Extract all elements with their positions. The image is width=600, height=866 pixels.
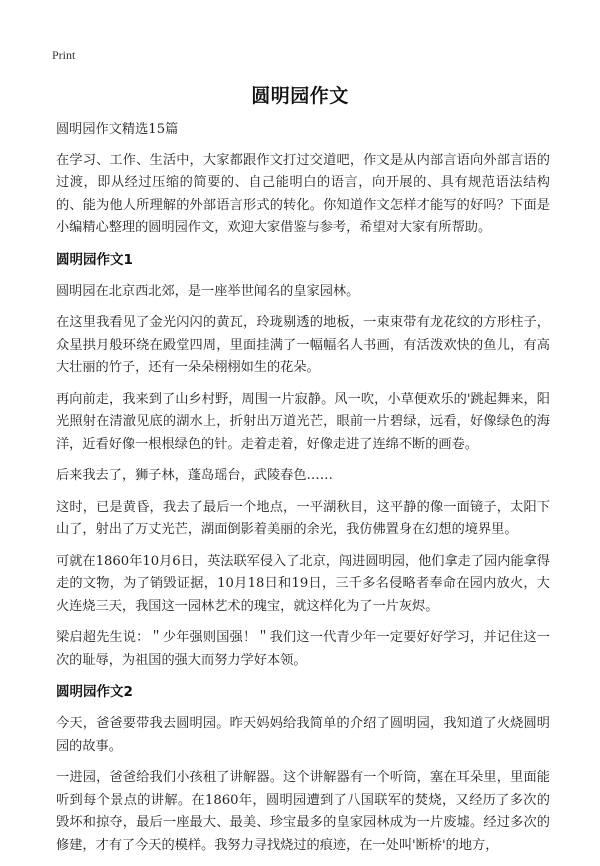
paragraph: 再向前走，我来到了山乡村野，周围一片寂静。风一吹，小草便欢乐的'跳起舞来，阳光照射在清澈见底的湖水上，折射出万道光芒，眼前一片碧绿，远看，好像绿色的海洋，近看好像一根根绿色的针。走着走着，好像走进了连绵不断的画卷。 (56, 391, 550, 452)
page-title: 圆明园作文 (251, 85, 349, 107)
intro-paragraph: 在学习、工作、生活中，大家都跟作文打过交道吧，作文是从内部言语向外部言语的过渡，即从经过压缩的简要的、自己能明白的语言，向开展的、具有规范语法结构的、能为他人所理解的外部语言形式的转化。你知道作文怎样才能写的好吗？下面是小编精心整理的圆明园作文，欢迎大家借鉴与参考，希望对大家有所帮助。 (56, 152, 550, 235)
article-body (56, 119, 550, 866)
section-heading-1: 圆明园作文1 (56, 251, 133, 268)
paragraph: 梁启超先生说：＂少年强则国强！＂我们这一代青少年一定要好好学习，并记住这一次的耻辱，为祖国的强大而努力学好本领。 (56, 630, 550, 668)
paragraph: 这时，已是黄昏，我去了最后一个地点，一平湖秋目，这平静的像一面镜子，太阳下山了，射出了万丈光芒，湖面倒影着美丽的余光，我仿佛置身在幻想的境界里。 (56, 499, 550, 537)
article-subtitle: 圆明园作文精选15篇 (56, 122, 179, 137)
paragraph: 一进园，爸爸给我们小孩租了讲解器。这个讲解器有一个听筒，塞在耳朵里，里面能听到每个景点的讲解。在1860年，圆明园遭到了八国联军的焚烧，又经历了多次的毁坏和掠夺，最后一座最大、最美、珍宝最多的皇家园林成为一片废墟。经过多次的修建，才有了今天的模样。我努力寻找烧过的痕迹，在一处叫'断桥'的地方， (56, 770, 550, 853)
paragraph: 后来我去了，狮子林，蓬岛瑶台，武陵春色…… (56, 468, 333, 483)
paragraph: 可就在1860年10月6日，英法联军侵入了北京，闯进圆明园，他们拿走了园内能拿得走的文物，为了销毁证据，10月18日和19日，三千多名侵略者奉命在园内放火，大火连烧三天，我国这一园林艺术的瑰宝，就这样化为了一片灰烬。 (56, 553, 550, 614)
paragraph: 圆明园在北京西北郊，是一座举世闻名的皇家园林。 (56, 283, 360, 299)
print-link[interactable]: Print (52, 48, 76, 62)
section-heading-2: 圆明园作文2 (56, 684, 133, 700)
paragraph: 在这里我看见了金光闪闪的黄瓦，玲珑剔透的地板，一束束带有龙花纹的方形柱子，众星拱月般环绕在殿堂四周，里面挂满了一幅幅名人书画，有活泼欢快的鱼儿，有高大壮丽的竹子，还有一朵朵栩栩如生的花朵。 (56, 315, 550, 375)
paragraph: 今天，爸爸要带我去圆明园。昨天妈妈给我简单的介绍了圆明园，我知道了火烧圆明园的故事。 (56, 716, 550, 754)
